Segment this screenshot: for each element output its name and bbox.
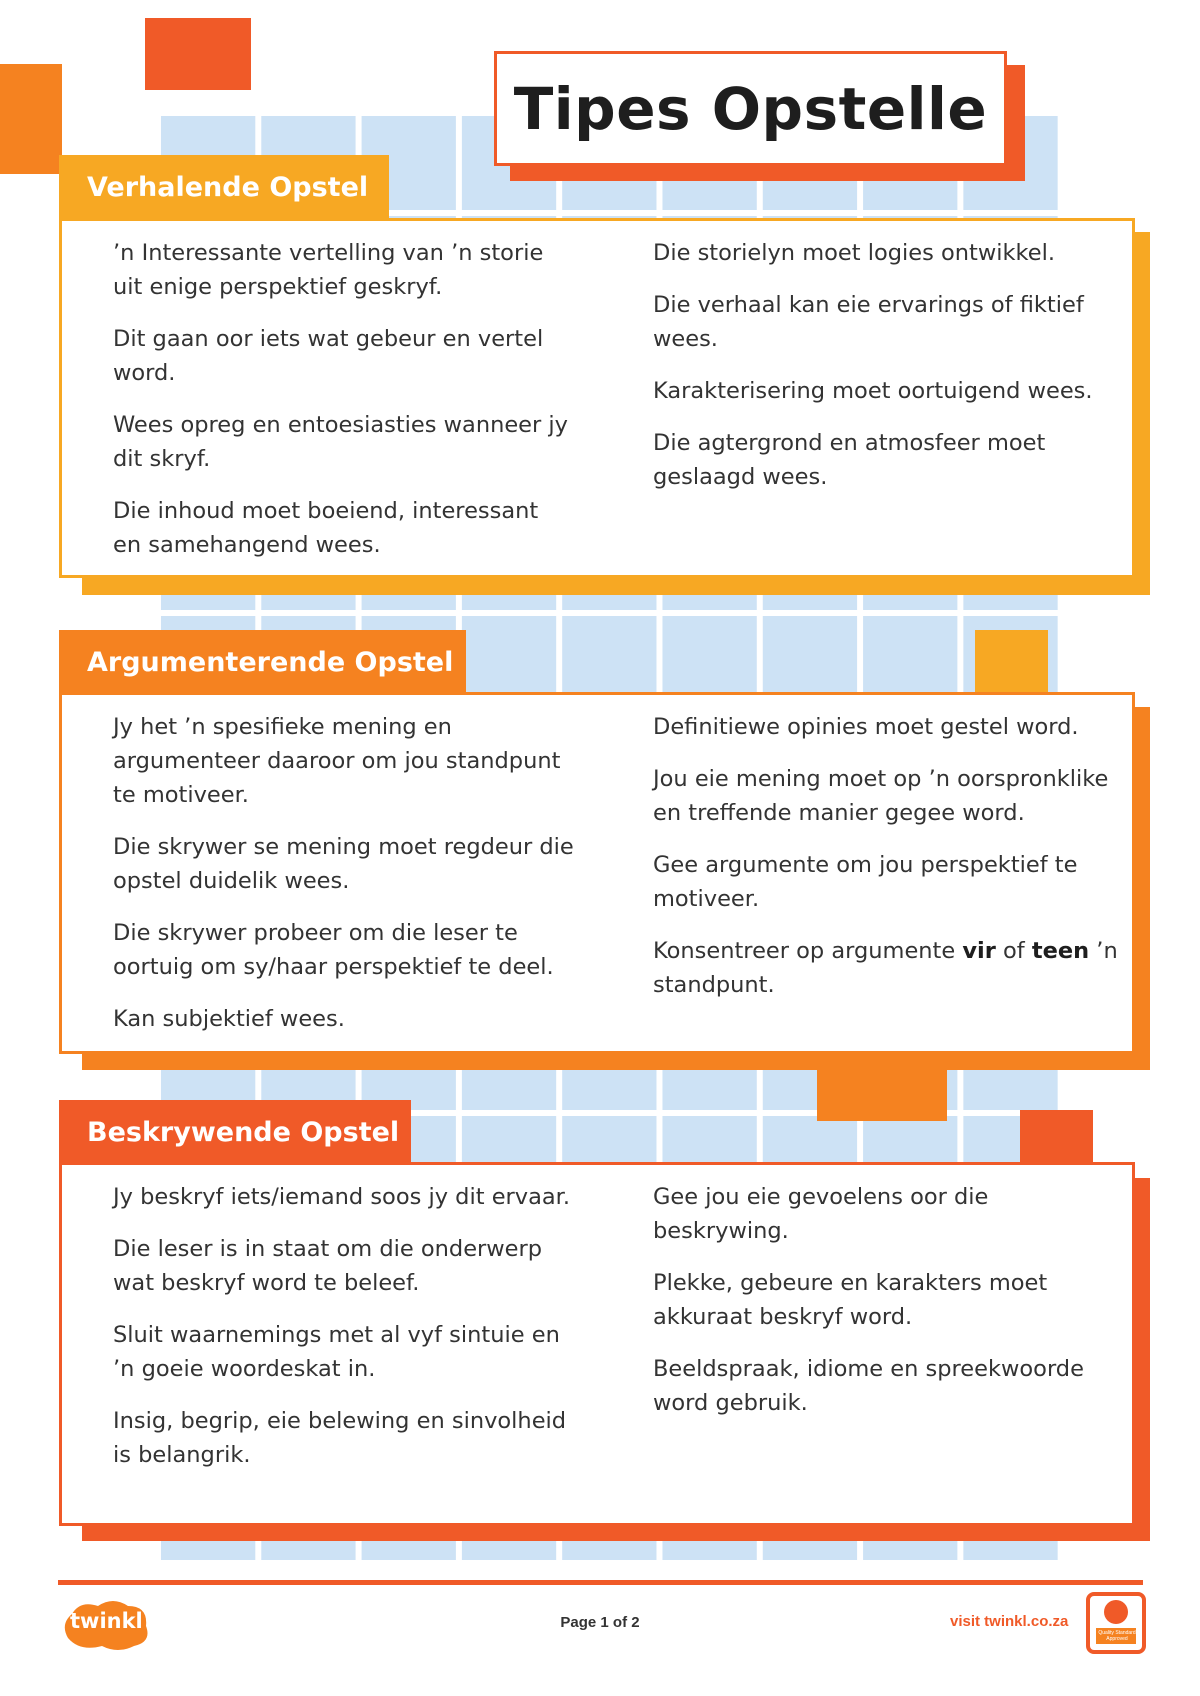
text-fragment: Konsentreer op argumente	[653, 938, 963, 964]
section-heading: Beskrywende Opstel	[59, 1100, 411, 1165]
bullet-text: Dit gaan oor iets wat gebeur en vertel word.	[113, 326, 544, 386]
bullet-text: Beeldspraak, idiome en spreekwoorde word gebruik.	[653, 1356, 1084, 1416]
bullet-text: Die inhoud moet boeiend, interessant en samehangend wees.	[113, 498, 539, 558]
bullet-text: Sluit waarnemings met al vyf sintuie en ’n goeie woordeskat in.	[113, 1322, 560, 1382]
section-right-column	[653, 236, 1118, 512]
section-heading: Verhalende Opstel	[59, 155, 389, 220]
badge-text: Quality Standard Approved	[1098, 1630, 1136, 1642]
bullet-text-mixed	[653, 934, 1123, 1002]
bullet-text: Die storielyn moet logies ontwikkel.	[653, 240, 1055, 266]
bullet-text: Insig, begrip, eie belewing en sinvolheid is belangrik.	[113, 1408, 567, 1468]
page-number: Page 1 of 2	[560, 1614, 640, 1631]
bullet-text: Die skrywer probeer om die leser te oortuig om sy/haar perspektief te deel.	[113, 920, 554, 980]
bullet-text: Kan subjektief wees.	[113, 1006, 345, 1032]
section-right-column	[653, 710, 1123, 1020]
bullet-text: Die leser is in staat om die onderwerp wat beskryf word te beleef.	[113, 1236, 543, 1296]
logo-text: twinkl	[70, 1609, 143, 1633]
bullet-text: Plekke, gebeure en karakters moet akkuraat beskryf word.	[653, 1270, 1048, 1330]
section-left-column	[113, 236, 573, 580]
title-box	[494, 51, 1007, 166]
bullet-text: Gee argumente om jou perspektief te motiveer.	[653, 852, 1078, 912]
visit-link[interactable]: visit twinkl.co.za	[950, 1613, 1069, 1630]
decor-square	[145, 18, 251, 90]
page-title: Tipes Opstelle	[513, 74, 988, 143]
bullet-text: Jy beskryf iets/iemand soos jy dit ervaar.	[113, 1184, 571, 1210]
section-right-column	[653, 1180, 1123, 1438]
bullet-text: Die verhaal kan eie ervarings of fiktief wees.	[653, 292, 1084, 352]
bold-word: vir	[962, 938, 996, 964]
bullet-text: ’n Interessante vertelling van ’n storie uit enige perspektief geskryf.	[113, 240, 544, 300]
footer-divider	[58, 1580, 1143, 1585]
bullet-text: Definitiewe opinies moet gestel word.	[653, 714, 1079, 740]
section-left-column	[113, 710, 583, 1054]
decor-square	[0, 64, 62, 174]
section-left-column	[113, 1180, 583, 1490]
bullet-text: Die skrywer se mening moet regdeur die opstel duidelik wees.	[113, 834, 574, 894]
text-fragment: of	[995, 938, 1032, 964]
bullet-text: Karakterisering moet oortuigend wees.	[653, 378, 1093, 404]
bullet-text: Jy het ’n spesifieke mening en argumenteer daaroor om jou standpunt te motiveer.	[113, 714, 561, 808]
text-fragment: ’n standpunt.	[653, 938, 1118, 998]
section-heading: Argumenterende Opstel	[59, 630, 466, 695]
bullet-text: Wees opreg en entoesiasties wanneer jy dit skryf.	[113, 412, 568, 472]
bullet-text: Gee jou eie gevoelens oor die beskrywing.	[653, 1184, 989, 1244]
bold-word: teen	[1031, 938, 1090, 964]
quality-badge-icon	[1084, 1590, 1150, 1656]
decor-square	[975, 630, 1048, 700]
bullet-text: Jou eie mening moet op ’n oorspronklike en treffende manier gegee word.	[653, 766, 1109, 826]
bullet-text: Die agtergrond en atmosfeer moet geslaagd wees.	[653, 430, 1046, 490]
